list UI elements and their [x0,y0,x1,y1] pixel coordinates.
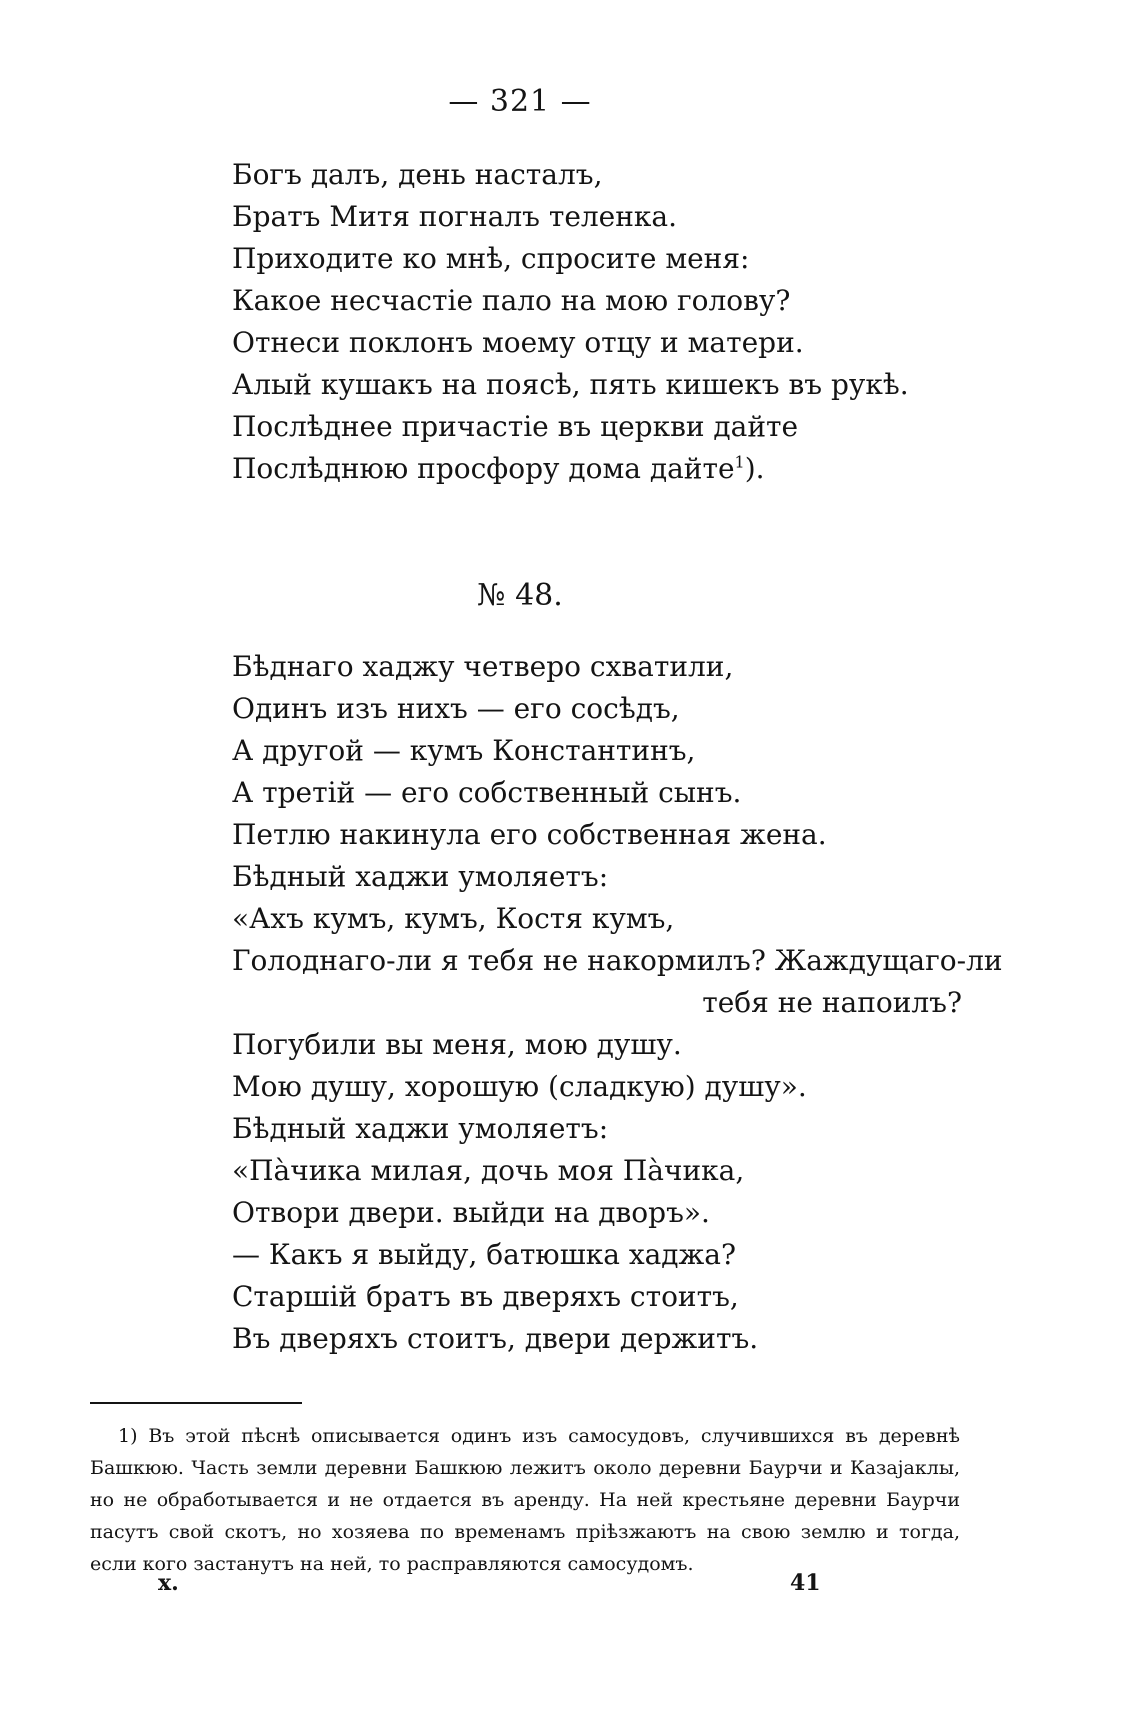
verse-line: А третій — его собственный сынъ. [232,776,742,809]
verse-line: Какое несчастіе пало на мою голову? [232,284,791,317]
verse-line: Петлю накинула его собственная жена. [232,818,827,851]
verse-line: Голоднаго-ли я тебя не накормилъ? Жаждущаго-ли [232,944,1003,977]
footnote-text: 1) Въ этой пѣснѣ описывается одинъ изъ самосудовъ, случившихся въ деревнѣ Башкюю. Часть земли деревни Башкюю лежитъ около деревни Баурчи и Казајаклы, но не обработывается и не отдается въ аренду. На ней крестьяне деревни Баурчи пасутъ свой скотъ, но хозяева по временамъ пріѣзжаютъ на свою землю и тогда, если кого застанутъ на ней, то расправляются самосудомъ. [90,1425,960,1575]
page-number: — 321 — [448,84,592,119]
footnote-marker[interactable]: 1 [734,452,745,472]
signature-mark: х. [158,1570,179,1596]
verse-line: «Ахъ кумъ, кумъ, Костя кумъ, [232,902,675,935]
verse-line: Погубили вы меня, мою душу. [232,1028,682,1061]
sheet-number: 41 [790,1570,821,1596]
verse-line: А другой — кумъ Константинъ, [232,734,696,767]
verse-block-top [232,154,992,490]
verse-line: Одинъ изъ нихъ — его сосѣдъ, [232,692,680,725]
verse-line: Отвори двери. выйди на дворъ». [232,1196,710,1229]
verse-line: Бѣднаго хаджу четверо схватили, [232,650,734,683]
verse-line: Отнеси поклонъ моему отцу и матери. [232,326,804,359]
verse-line: Старшій братъ въ дверяхъ стоитъ, [232,1280,739,1313]
verse-line-continuation: тебя не напоилъ? [702,986,962,1019]
verse-close: ). [744,452,765,485]
verse-block-48 [232,646,1003,1360]
verse-line: Послѣднее причастіе въ церкви дайте [232,410,799,443]
verse-line: Богъ далъ, день насталъ, [232,158,603,191]
verse-line: «Пàчика милая, дочь моя Пàчика, [232,1154,745,1187]
verse-line: Приходите ко мнѣ, спросите меня: [232,242,750,275]
verse-line: Бѣдный хаджи умоляетъ: [232,860,609,893]
verse-line: Бѣдный хаджи умоляетъ: [232,1112,609,1145]
verse-line: Братъ Митя погналъ теленка. [232,200,678,233]
verse-text: Послѣднюю просфору дома дайте [232,452,735,485]
verse-line: Алый кушакъ на поясѣ, пять кишекъ въ рукѣ. [232,368,909,401]
verse-line: — Какъ я выйду, батюшка хаджа? [232,1238,736,1271]
footnote [90,1420,960,1580]
footnote-divider [90,1402,302,1404]
verse-line: Въ дверяхъ стоитъ, двери держитъ. [232,1322,759,1355]
verse-line-with-footnote [232,448,992,490]
section-heading: № 48. [477,578,563,613]
verse-line: Мою душу, хорошую (сладкую) душу». [232,1070,807,1103]
